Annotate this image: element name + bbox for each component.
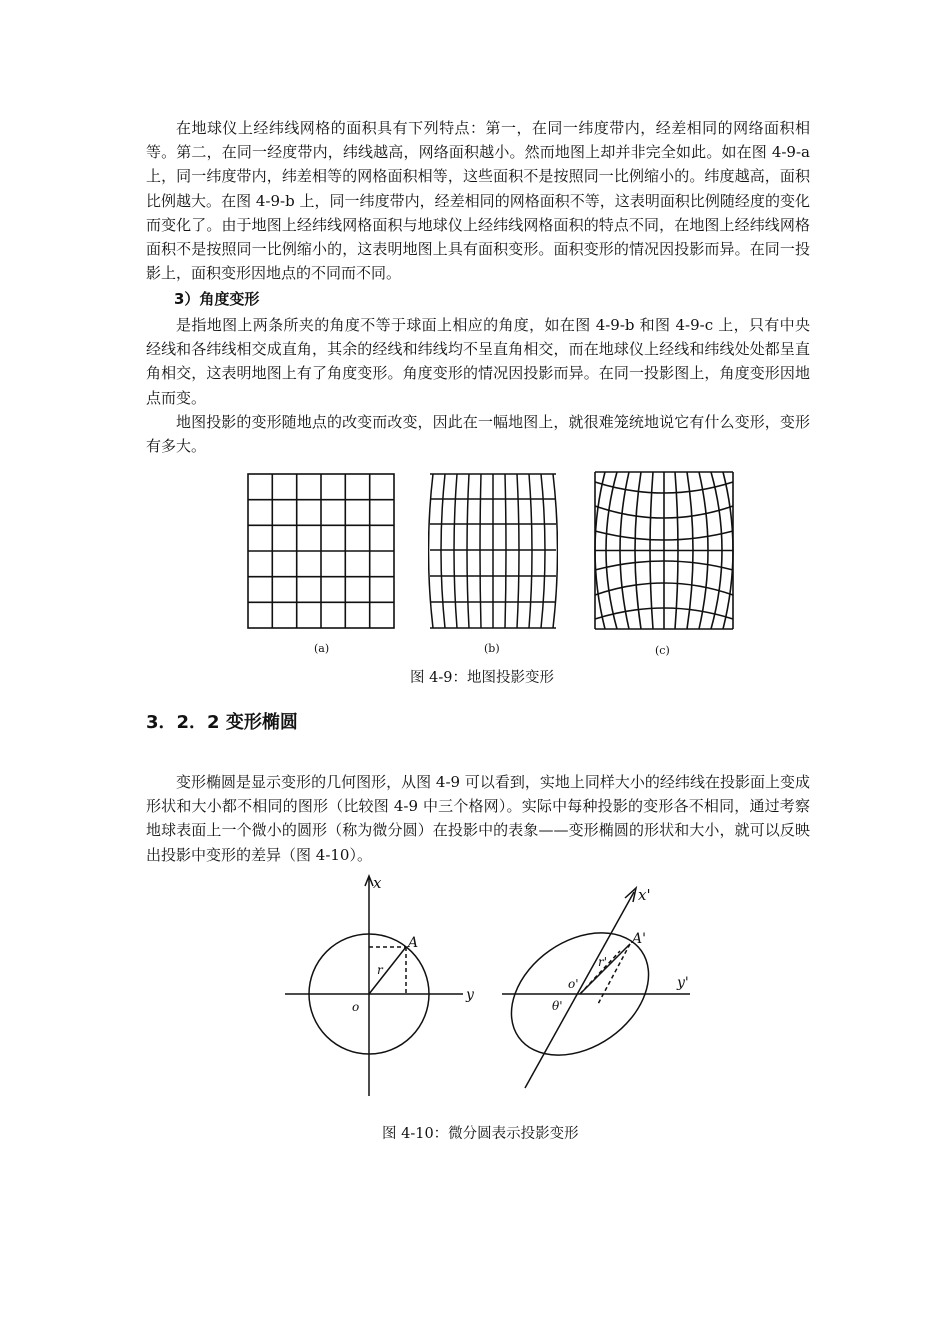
paragraph-ellipse: 变形椭圆是显示变形的几何图形，从图 4-9 可以看到，实地上同样大小的经纬线在投影面上变成形状和大小都不相同的图形（比较图 4-9 中三个格网）。实际中每种投影的变形各不相同，通过考察地球表面上一个微小的圆形（称为微分圆）在投影中的表象——变形椭圆的形状和大小，就可以反映出投影中变形的差异（图 4-10）。 bbox=[146, 773, 810, 864]
label-c: (c) bbox=[655, 644, 670, 657]
theta-prime-label: θ' bbox=[552, 999, 563, 1013]
grid-c bbox=[593, 470, 735, 632]
paragraph-area-distortion: 在地球仪上经纬线网格的面积具有下列特点：第一，在同一纬度带内，经差相同的网络面积相等。第二，在同一经度带内，纬线越高，网络面积越小。然而地图上却并非完全如此。如在图 4-9-a 上，同一纬度带内，纬差相等的网格面积相等，这些面积不是按照同一比例缩小的。纬度越高，面积比例越大。在图 4-9-b 上，同一纬度带内，经差相同的网格面积不等，这表明面积比例随经度的变化而变化了。由于地图上经纬线网格面积与地球仪上经纬线网格面积的特点不同，在地图上经纬线网格面积不是按照同一比例缩小的，这表明地图上具有面积变形。面积变形的情况因投影而异。在同一投影上，面积变形因地点的不同而不同。 bbox=[146, 119, 810, 283]
point-a-label: A bbox=[408, 935, 419, 951]
axis-x-prime-label: x' bbox=[638, 886, 651, 904]
origin-label: o bbox=[352, 1000, 360, 1014]
heading-angle-distortion: 3）角度变形 bbox=[174, 290, 260, 308]
label-a: (a) bbox=[314, 642, 330, 655]
figure-4-9-caption: 图 4-9：地图投影变形 bbox=[410, 670, 554, 686]
label-b: (b) bbox=[484, 642, 500, 655]
figure-4-10-caption: 图 4-10：微分圆表示投影变形 bbox=[382, 1126, 579, 1142]
section-title: 3．2．2 变形椭圆 bbox=[146, 712, 298, 733]
radius-prime-label: r' bbox=[598, 955, 608, 969]
paragraph-angle-distortion: 是指地图上两条所夹的角度不等于球面上相应的角度，如在图 4-9-b 和图 4-9-c 上，只有中央经线和各纬线相交成直角，其余的经线和纬线均不呈直角相交，而在地球仪上经线和纬线处处都呈直角相交，这表明地图上有了角度变形。角度变形的情况因投影而异。在同一投影图上，角度变形因地点而变。 bbox=[146, 316, 810, 407]
axis-y-prime-label: y' bbox=[677, 975, 689, 991]
grid-b bbox=[428, 472, 558, 632]
radius-label: r bbox=[377, 963, 383, 977]
axis-x-label: x bbox=[373, 874, 382, 892]
origin-prime-label: o' bbox=[568, 977, 579, 991]
grid-a bbox=[246, 472, 396, 632]
point-a-prime-label: A' bbox=[632, 931, 646, 947]
axis-y-label: y bbox=[466, 987, 474, 1003]
differential-circle-diagram bbox=[280, 870, 730, 1100]
paragraph-summary: 地图投影的变形随地点的改变而改变，因此在一幅地图上，就很难笼统地说它有什么变形，变形有多大。 bbox=[146, 413, 810, 456]
